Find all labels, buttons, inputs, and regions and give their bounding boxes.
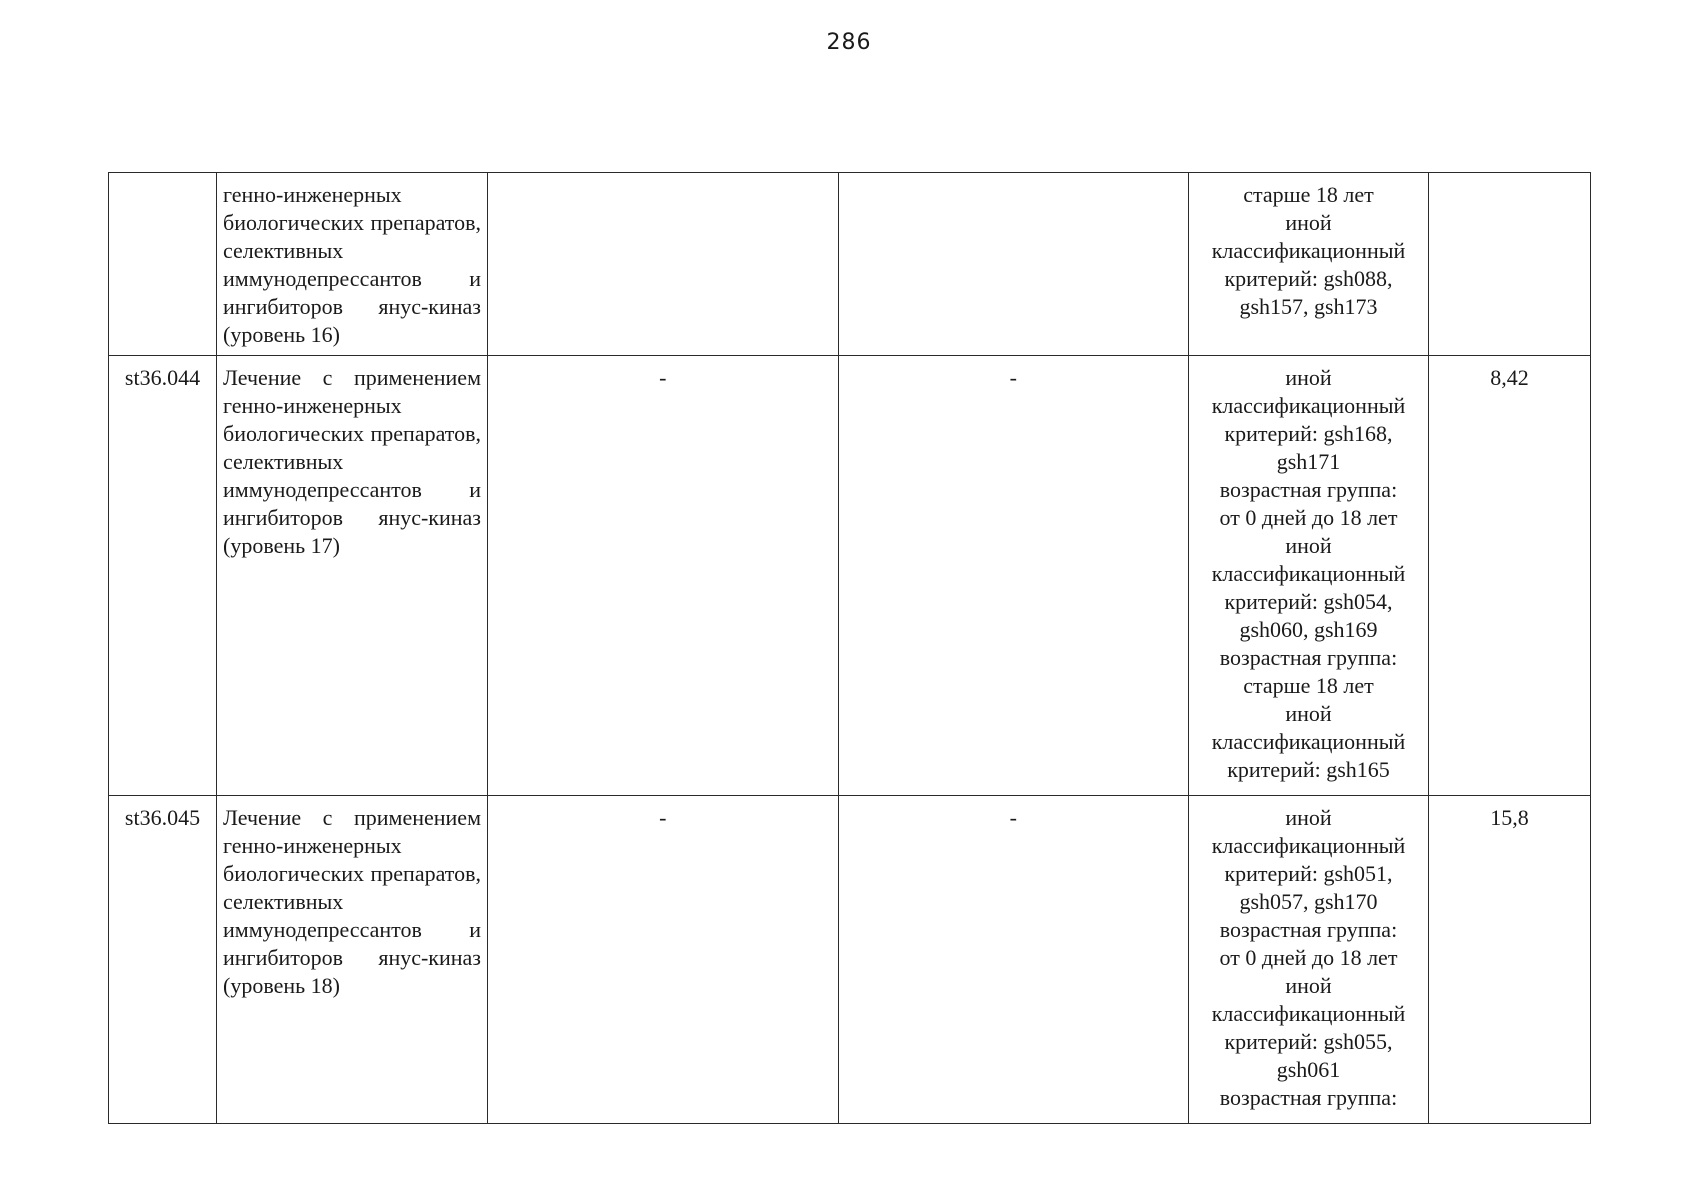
- row-code-cell: st36.044: [109, 356, 217, 796]
- criteria-line: старше 18 лет: [1243, 673, 1374, 698]
- criteria-line: классификационный: [1211, 833, 1406, 858]
- row-col3-cell: -: [488, 796, 839, 1124]
- criteria-line: старше 18 лет: [1243, 182, 1374, 207]
- criteria-line: от 0 дней до 18 лет: [1219, 505, 1398, 530]
- criteria-line: классификационный: [1211, 1001, 1406, 1026]
- row-code-cell: [109, 173, 217, 356]
- row-coefficient-cell: 15,8: [1429, 796, 1591, 1124]
- criteria-line: gsh157, gsh173: [1239, 294, 1378, 319]
- row-col3-cell: [488, 173, 839, 356]
- row-col3-cell: -: [488, 356, 839, 796]
- row-criteria-cell: [1189, 356, 1429, 796]
- criteria-line: возрастная группа:: [1219, 917, 1398, 942]
- criteria-line: gsh061: [1276, 1057, 1341, 1082]
- row-col4-cell: -: [838, 356, 1189, 796]
- criteria-line: иной: [1285, 701, 1332, 726]
- criteria-line: критерий: gsh054,: [1224, 589, 1393, 614]
- criteria-line: классификационный: [1211, 561, 1406, 586]
- table-row: [109, 356, 1591, 796]
- row-name-cell: Лечение с применением генно-инженерных биологических препаратов, селективных иммунодепрессантов и ингибиторов янус-киназ (уровень 17): [217, 356, 488, 796]
- criteria-line: критерий: gsh088,: [1224, 266, 1393, 291]
- row-name-cell: генно-инженерных биологических препаратов, селективных иммунодепрессантов и ингибиторов янус-киназ (уровень 16): [217, 173, 488, 356]
- criteria-line: иной: [1285, 210, 1332, 235]
- table-row: [109, 173, 1591, 356]
- criteria-line: возрастная группа:: [1219, 645, 1398, 670]
- criteria-line: gsh171: [1276, 449, 1341, 474]
- row-code-cell: st36.045: [109, 796, 217, 1124]
- criteria-line: иной: [1285, 973, 1332, 998]
- criteria-line: от 0 дней до 18 лет: [1219, 945, 1398, 970]
- criteria-line: возрастная группа:: [1219, 477, 1398, 502]
- criteria-line: критерий: gsh168,: [1224, 421, 1393, 446]
- criteria-line: критерий: gsh051,: [1224, 861, 1393, 886]
- row-coefficient-cell: 8,42: [1429, 356, 1591, 796]
- row-criteria-cell: [1189, 796, 1429, 1124]
- criteria-line: классификационный: [1211, 238, 1406, 263]
- criteria-line: иной: [1285, 533, 1332, 558]
- criteria-line: классификационный: [1211, 729, 1406, 754]
- criteria-line: классификационный: [1211, 393, 1406, 418]
- row-col4-cell: [838, 173, 1189, 356]
- criteria-line: иной: [1285, 365, 1332, 390]
- criteria-line: критерий: gsh055,: [1224, 1029, 1393, 1054]
- row-name-cell: Лечение с применением генно-инженерных биологических препаратов, селективных иммунодепрессантов и ингибиторов янус-киназ (уровень 18): [217, 796, 488, 1124]
- row-coefficient-cell: [1429, 173, 1591, 356]
- table-row: [109, 796, 1591, 1124]
- criteria-line: возрастная группа:: [1219, 1085, 1398, 1110]
- criteria-line: gsh060, gsh169: [1239, 617, 1378, 642]
- criteria-line: критерий: gsh165: [1227, 757, 1390, 782]
- row-col4-cell: -: [838, 796, 1189, 1124]
- tariff-table: [108, 172, 1591, 1124]
- row-criteria-cell: [1189, 173, 1429, 356]
- page-number: 286: [826, 30, 872, 55]
- criteria-line: иной: [1285, 805, 1332, 830]
- criteria-line: gsh057, gsh170: [1239, 889, 1378, 914]
